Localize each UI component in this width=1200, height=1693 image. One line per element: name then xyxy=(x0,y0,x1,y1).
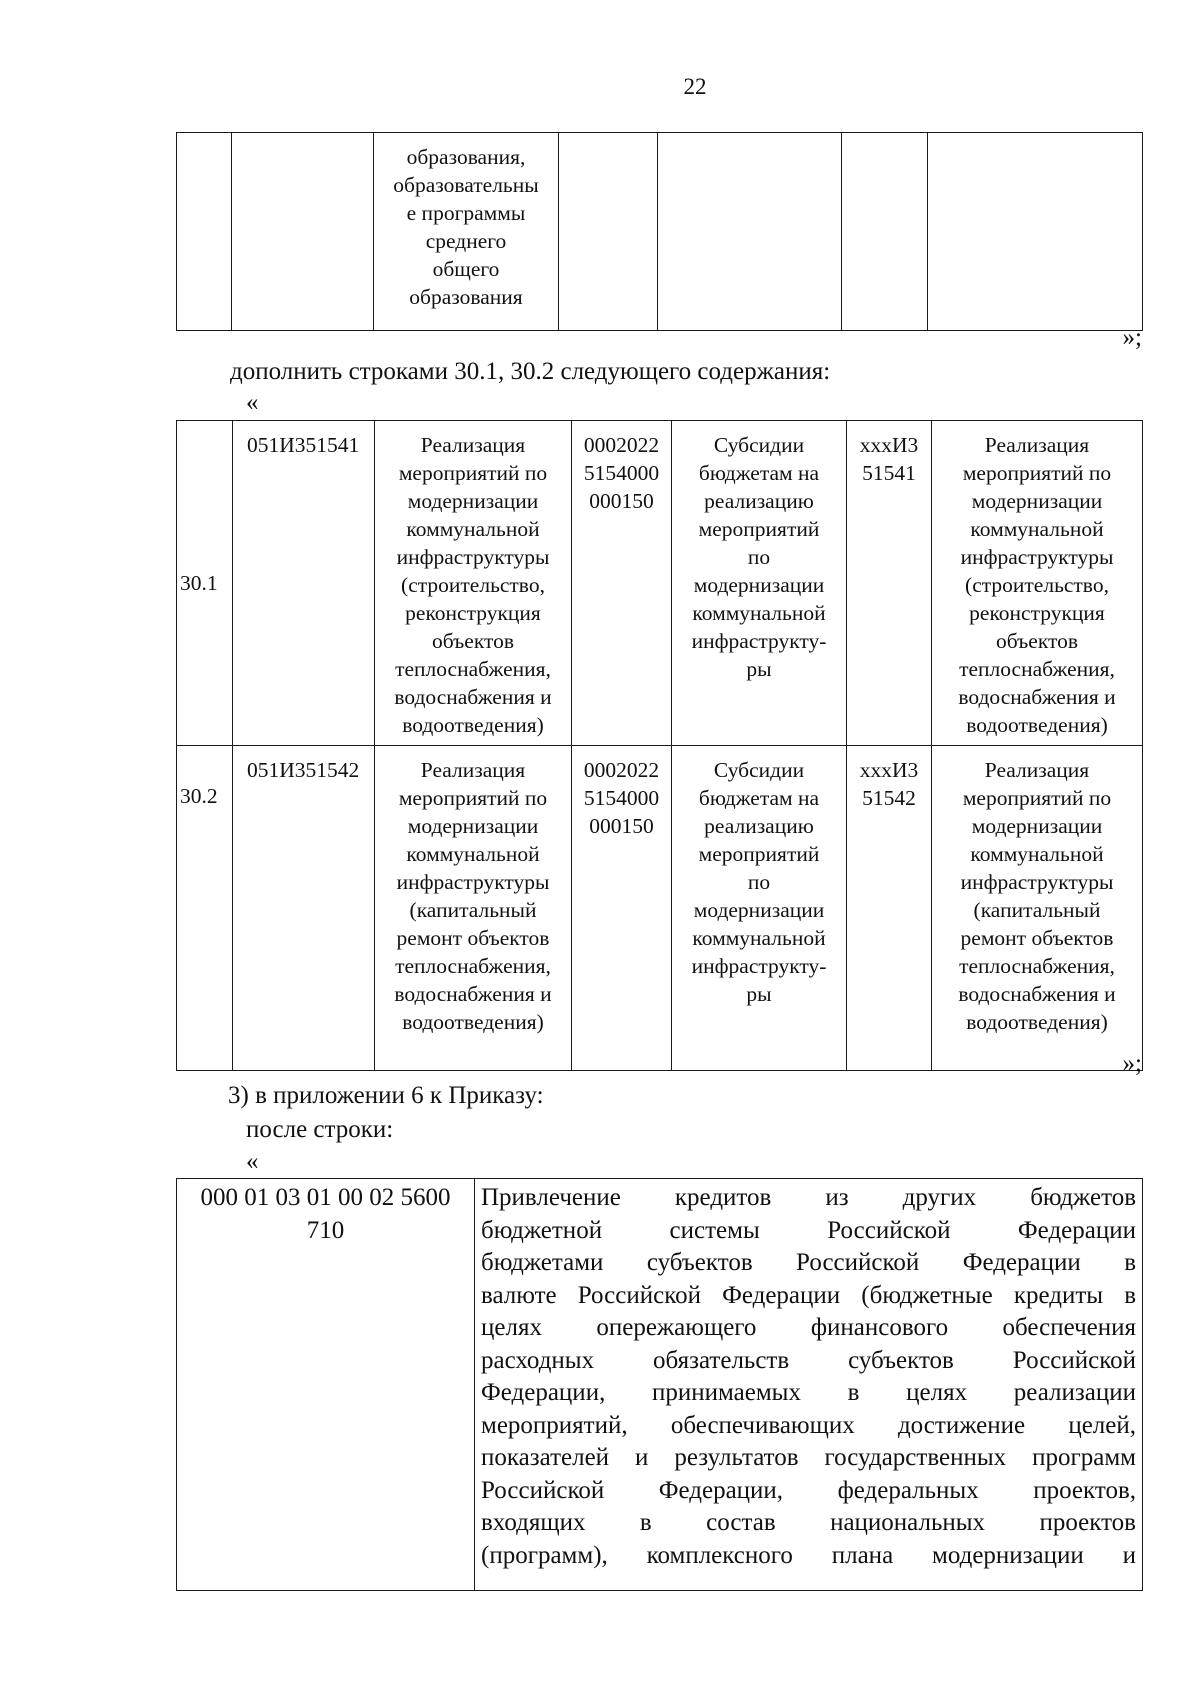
row-kbk: 0002022 5154000 000150 xyxy=(572,746,672,1071)
page-number: 22 xyxy=(683,74,707,99)
sources-table xyxy=(176,1178,1143,1591)
table-row xyxy=(177,746,1143,1071)
continuation-table xyxy=(176,132,1143,331)
intro-line: дополнить строками 30.1, 30.2 следующего содержания: xyxy=(230,358,831,385)
source-code: 000 01 03 01 00 02 5600 710 xyxy=(177,1179,475,1591)
table-row xyxy=(177,133,1143,331)
row-code: 051И351541 xyxy=(233,421,375,746)
row-code2: xxxИ3 51542 xyxy=(847,746,932,1071)
row-name: Реализация мероприятий по модернизации коммунальной инфраструктуры (строительство, реконструкция объектов теплоснабжения, водоснабжения и водоотведения) xyxy=(375,421,572,746)
row-subsidy: Субсидии бюджетам на реализацию мероприятий по модернизации коммунальной инфраструкту- ры xyxy=(672,421,847,746)
row-number: 30.1 xyxy=(177,421,233,746)
closing-quote: »; xyxy=(1122,1050,1142,1077)
table-row xyxy=(177,1179,1143,1591)
table-row xyxy=(177,421,1143,746)
row-kbk: 0002022 5154000 000150 xyxy=(572,421,672,746)
row-code: 051И351542 xyxy=(233,746,375,1071)
new-rows-table xyxy=(176,420,1143,1071)
row-subsidy: Субсидии бюджетам на реализацию мероприятий по модернизации коммунальной инфраструкту- ры xyxy=(672,746,847,1071)
row-code2: xxxИ3 51541 xyxy=(847,421,932,746)
source-description: Привлечение кредитов из других бюджетов бюджетной системы Российской Федерации бюджетами субъектов Российской Федерации в валюте Российской Федерации (бюджетные кредиты в целях опережающего финансового обеспечения расходных обязательств субъектов Российской Федерации, принимаемых в целях реализации мероприятий, обеспечивающих достижение целей, показателей и результатов государственных программ Российской Федерации, федеральных проектов, входящих в состав национальных проектов (программ), комплексного плана модернизации и xyxy=(475,1179,1143,1591)
row-number: 30.2 xyxy=(177,746,233,1071)
table-cell: образования, образовательны е программы среднего общего образования xyxy=(374,133,559,331)
row-name: Реализация мероприятий по модернизации коммунальной инфраструктуры (капитальный ремонт объектов теплоснабжения, водоснабжения и водоотведения) xyxy=(375,746,572,1071)
row-purpose: Реализация мероприятий по модернизации коммунальной инфраструктуры (капитальный ремонт объектов теплоснабжения, водоснабжения и водоотведения) xyxy=(932,746,1143,1071)
row-purpose: Реализация мероприятий по модернизации коммунальной инфраструктуры (строительство, реконструкция объектов теплоснабжения, водоснабжения и водоотведения) xyxy=(932,421,1143,746)
section-3-line: 3) в приложении 6 к Приказу: xyxy=(228,1082,544,1109)
closing-quote: »; xyxy=(1122,324,1142,351)
opening-quote: « xyxy=(246,1148,259,1175)
opening-quote: « xyxy=(246,389,259,416)
after-row-line: после строки: xyxy=(246,1116,394,1143)
